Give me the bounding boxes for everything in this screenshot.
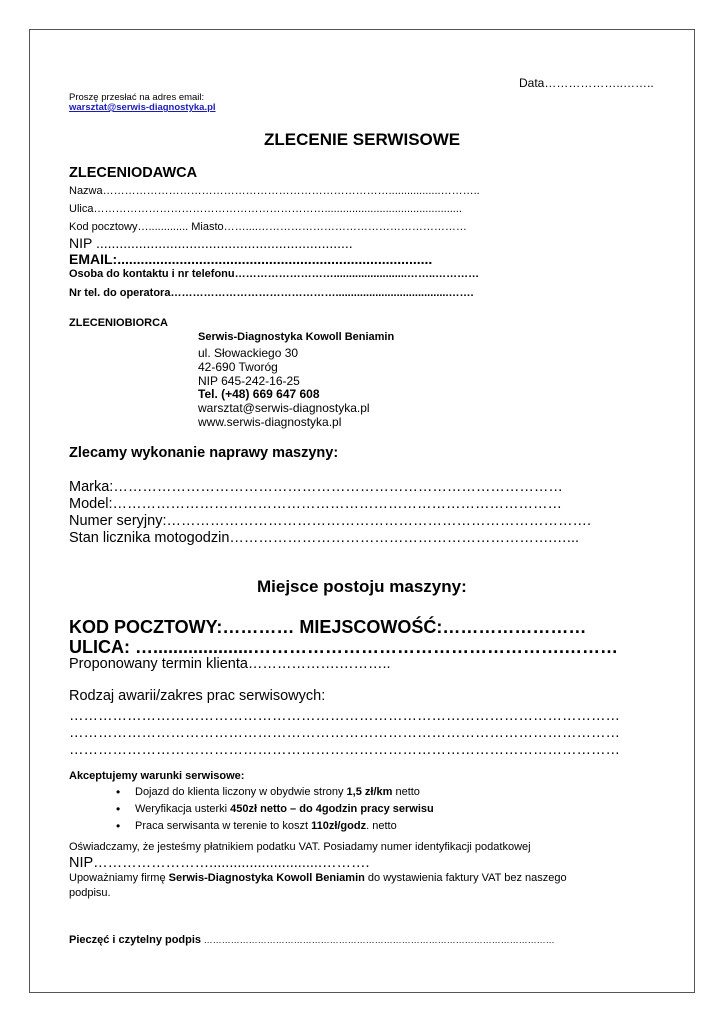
authorization-text: Upoważniamy firmę Serwis-Diagnostyka Kowoll Beniamin do wystawienia faktury VAT bez naszego [69,872,567,884]
date-field[interactable]: Data………………..…….. [519,76,654,90]
terms-item: • Weryfikacja usterki 450zł netto – do 4godzin pracy serwisu [100,801,434,818]
contractor-heading: ZLECENIOBIORCA [69,317,168,329]
contractor-city: 42-690 Tworóg [198,360,278,374]
declaration-nip-field[interactable]: NIP……………………............................………. [69,855,370,871]
authorization-text-line2: podpisu. [69,887,111,899]
machine-model-field[interactable]: Model:………………………………………………………………………………… [69,496,563,512]
vat-declaration: Oświadczamy, że jesteśmy płatnikiem podatku VAT. Posiadamy numer identyfikacji podatkowej [69,841,531,853]
client-heading: ZLECENIODAWCA [69,165,198,181]
contractor-website: www.serwis-diagnostyka.pl [198,415,342,429]
failure-line[interactable]: …………………………………………………………………………………………………… [69,725,620,741]
machine-brand-field[interactable]: Marka:………………………………………………………………………………… [69,479,563,495]
client-email-field[interactable]: EMAIL:................................................................................. [69,251,433,267]
contractor-phone: Tel. (+48) 669 647 608 [198,387,320,401]
machine-heading: Zlecamy wykonanie naprawy maszyny: [69,445,339,461]
send-to-email-link[interactable]: warsztat@serwis-diagnostyka.pl [69,102,216,113]
location-street-field[interactable]: ULICA: …....................…………………………………………….……… [69,637,619,657]
machine-hours-field[interactable]: Stan licznika motogodzin………………………………………………………….…... [69,530,580,546]
client-name-field[interactable]: Nazwa…………………………………………………………………….................……….. [69,185,480,197]
send-to-label: Proszę przesłać na adres email: [69,92,205,103]
client-postal-city-field[interactable]: Kod pocztowy…............. Miasto……....………………………………………………… [69,221,467,233]
terms-item: • Praca serwisanta w terenie to koszt 110zł/godz. netto [100,818,434,835]
terms-item: • Dojazd do klienta liczony w obydwie strony 1,5 zł/km netto [100,784,434,801]
failure-line[interactable]: …………………………………………………………………………………………………… [69,742,620,758]
client-operator-phone-field[interactable]: Nr tel. do operatora……………………………………….....................................……. [69,287,474,299]
failure-heading: Rodzaj awarii/zakres prac serwisowych: [69,688,326,704]
terms-list [100,784,434,835]
contractor-company: Serwis-Diagnostyka Kowoll Beniamin [198,331,395,343]
terms-heading: Akceptujemy warunki serwisowe: [69,770,245,782]
client-contact-field[interactable]: Osoba do kontaktu i nr telefonu………………………........................……..………… [69,268,480,280]
failure-line[interactable]: …………………………………………………………………………………………………… [69,708,620,724]
client-street-field[interactable]: Ulica………………………………………………………............................................. [69,203,462,215]
proposed-date-field[interactable]: Proponowany termin klienta……………….……….. [69,656,391,672]
machine-serial-field[interactable]: Numer seryjny:……………………………………………………………………………. [69,513,592,529]
page-title: ZLECENIE SERWISOWE [264,130,461,149]
contractor-nip: NIP 645-242-16-25 [198,374,300,388]
contractor-street: ul. Słowackiego 30 [198,346,299,360]
location-heading: Miejsce postoju maszyny: [257,577,467,596]
client-nip-field[interactable]: NIP .................................................................. [69,235,353,251]
contractor-email: warsztat@serwis-diagnostyka.pl [198,401,370,415]
location-postal-city-field[interactable]: KOD POCZTOWY:………… MIEJSCOWOŚĆ:…………………… [69,617,587,637]
signature-field[interactable]: Pieczęć i czytelny podpis ……………………………………………………………………………………………………… [69,934,555,946]
